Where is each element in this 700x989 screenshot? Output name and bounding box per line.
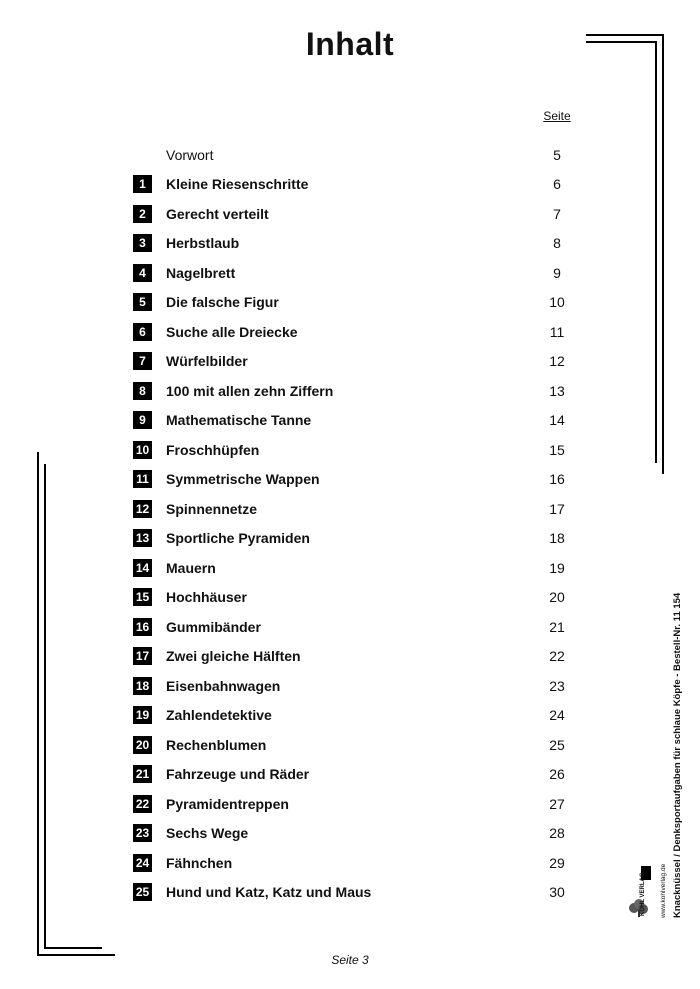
- toc-entry: [0, 465, 700, 494]
- chapter-title: Würfelbilder: [166, 353, 248, 369]
- chapter-title: Fahrzeuge und Räder: [166, 766, 310, 782]
- toc-entry: [0, 553, 700, 582]
- chapter-number-badge: 9: [133, 411, 152, 429]
- chapter-title: Sechs Wege: [166, 825, 249, 841]
- chapter-title: 100 mit allen zehn Ziffern: [166, 382, 334, 399]
- page-number: 21: [549, 618, 565, 635]
- toc-entry: [0, 140, 700, 169]
- toc-entry: [0, 701, 700, 730]
- chapter-number-badge: 6: [133, 323, 152, 341]
- chapter-number-badge: 21: [133, 765, 152, 783]
- toc-entry: [0, 435, 700, 464]
- chapter-title: Mathematische Tanne: [166, 412, 312, 428]
- toc-entry: [0, 848, 700, 877]
- page-number: 17: [549, 500, 565, 517]
- toc-entry: [0, 878, 700, 907]
- page-number: 11: [549, 323, 565, 340]
- chapter-number-badge: 13: [133, 529, 152, 547]
- page-number: 23: [549, 677, 565, 694]
- toc-entry: [0, 524, 700, 553]
- chapter-title: Vorwort: [166, 146, 214, 163]
- chapter-number-badge: 2: [133, 205, 152, 223]
- chapter-number-badge: 12: [133, 500, 152, 518]
- chapter-title: Spinnennetze: [166, 500, 258, 517]
- toc-entry: [0, 199, 700, 228]
- publisher-logo-text: KOHL VERLAG: [640, 872, 646, 916]
- page-number: 24: [549, 707, 565, 723]
- chapter-number-badge: 5: [133, 293, 152, 311]
- chapter-title: Hund und Katz, Katz und Maus: [166, 884, 372, 900]
- series-info-vertical: Knacknüssel / Denksportaufgaben für schlaue Köpfe - Bestell-Nr. 11 154: [672, 592, 683, 918]
- chapter-title: Pyramidentreppen: [166, 795, 289, 812]
- publisher-url: www.kohlverlag.de: [660, 863, 667, 918]
- chapter-number-badge: 19: [133, 706, 152, 724]
- toc-entry: [0, 406, 700, 435]
- page-number: 22: [549, 648, 565, 664]
- chapter-title: Rechenblumen: [166, 736, 267, 753]
- toc-entry: [0, 317, 700, 346]
- chapter-number-badge: 14: [133, 559, 152, 577]
- chapter-title: Froschhüpfen: [166, 441, 260, 458]
- chapter-title: Symmetrische Wappen: [166, 471, 320, 487]
- page-number: 7: [553, 205, 561, 222]
- chapter-number-badge: 4: [133, 264, 152, 282]
- page-number: 5: [553, 146, 561, 163]
- toc-entry: [0, 376, 700, 405]
- page-number: 30: [549, 884, 565, 900]
- page-number: 19: [549, 559, 565, 576]
- chapter-title: Zahlendetektive: [166, 707, 272, 723]
- toc-entry: [0, 229, 700, 258]
- page-number: 26: [549, 766, 565, 782]
- toc-entry: [0, 258, 700, 287]
- frame-line-bottom-left-inner: [44, 947, 102, 949]
- toc-entry: [0, 288, 700, 317]
- toc-entry: [0, 583, 700, 612]
- chapter-number-badge: 24: [133, 854, 152, 872]
- page-number: 25: [549, 736, 565, 753]
- chapter-title: Kleine Riesenschritte: [166, 176, 309, 192]
- toc-entry: [0, 789, 700, 818]
- page-number: 16: [549, 471, 565, 487]
- chapter-number-badge: 22: [133, 795, 152, 813]
- chapter-title: Gummibänder: [166, 618, 261, 635]
- toc-entry: [0, 819, 700, 848]
- toc-entry: [0, 730, 700, 759]
- frame-line-right-outer: [662, 34, 664, 474]
- chapter-number-badge: 25: [133, 883, 152, 901]
- toc-entry: [0, 642, 700, 671]
- chapter-number-badge: 1: [133, 175, 152, 193]
- toc-entry: [0, 760, 700, 789]
- page-number: 12: [549, 353, 565, 369]
- page-number: 28: [549, 825, 565, 841]
- chapter-number-badge: 20: [133, 736, 152, 754]
- chapter-number-badge: 17: [133, 647, 152, 665]
- toc-entry: [0, 494, 700, 523]
- chapter-title: Suche alle Dreiecke: [166, 323, 298, 340]
- chapter-title: Nagelbrett: [166, 264, 236, 281]
- toc-entry: [0, 612, 700, 641]
- page-number: 10: [549, 294, 565, 310]
- chapter-number-badge: 18: [133, 677, 152, 695]
- frame-line-right-inner: [655, 41, 657, 463]
- chapter-number-badge: 16: [133, 618, 152, 636]
- page-number: 14: [549, 412, 565, 428]
- frame-line-left-inner: [44, 464, 46, 949]
- publisher-logo-icon: [626, 866, 652, 918]
- page-title: Inhalt: [305, 26, 395, 62]
- chapter-number-badge: 8: [133, 382, 152, 400]
- chapter-title: Fähnchen: [166, 854, 233, 871]
- frame-line-top-right-outer: [586, 34, 664, 36]
- page-number: 8: [553, 235, 561, 251]
- chapter-title: Eisenbahnwagen: [166, 677, 281, 694]
- chapter-title: Herbstlaub: [166, 235, 240, 251]
- page-number: 9: [553, 264, 561, 281]
- page-number-footer: Seite 3: [331, 953, 369, 967]
- frame-line-left-outer: [37, 452, 39, 956]
- chapter-number-badge: 3: [133, 234, 152, 252]
- chapter-title: Sportliche Pyramiden: [166, 530, 310, 546]
- frame-line-top-right-inner: [586, 41, 656, 43]
- chapter-number-badge: 23: [133, 824, 152, 842]
- chapter-number-badge: 11: [133, 470, 152, 488]
- page-number: 29: [549, 854, 565, 871]
- toc-entry: [0, 671, 700, 700]
- chapter-title: Hochhäuser: [166, 589, 247, 605]
- page-number: 20: [549, 589, 565, 605]
- chapter-title: Gerecht verteilt: [166, 205, 269, 222]
- page-number: 15: [549, 441, 565, 458]
- chapter-title: Die falsche Figur: [166, 294, 279, 310]
- page-number: 27: [549, 795, 565, 812]
- chapter-title: Zwei gleiche Hälften: [166, 648, 301, 664]
- chapter-title: Mauern: [166, 559, 216, 576]
- toc-entry: [0, 347, 700, 376]
- page-number: 6: [553, 176, 561, 192]
- toc-entry: [0, 170, 700, 199]
- chapter-number-badge: 15: [133, 588, 152, 606]
- chapter-number-badge: 10: [133, 441, 152, 459]
- chapter-number-badge: 7: [133, 352, 152, 370]
- page-number: 18: [549, 530, 565, 546]
- page-number: 13: [549, 382, 565, 399]
- page-column-header: Seite: [543, 109, 571, 123]
